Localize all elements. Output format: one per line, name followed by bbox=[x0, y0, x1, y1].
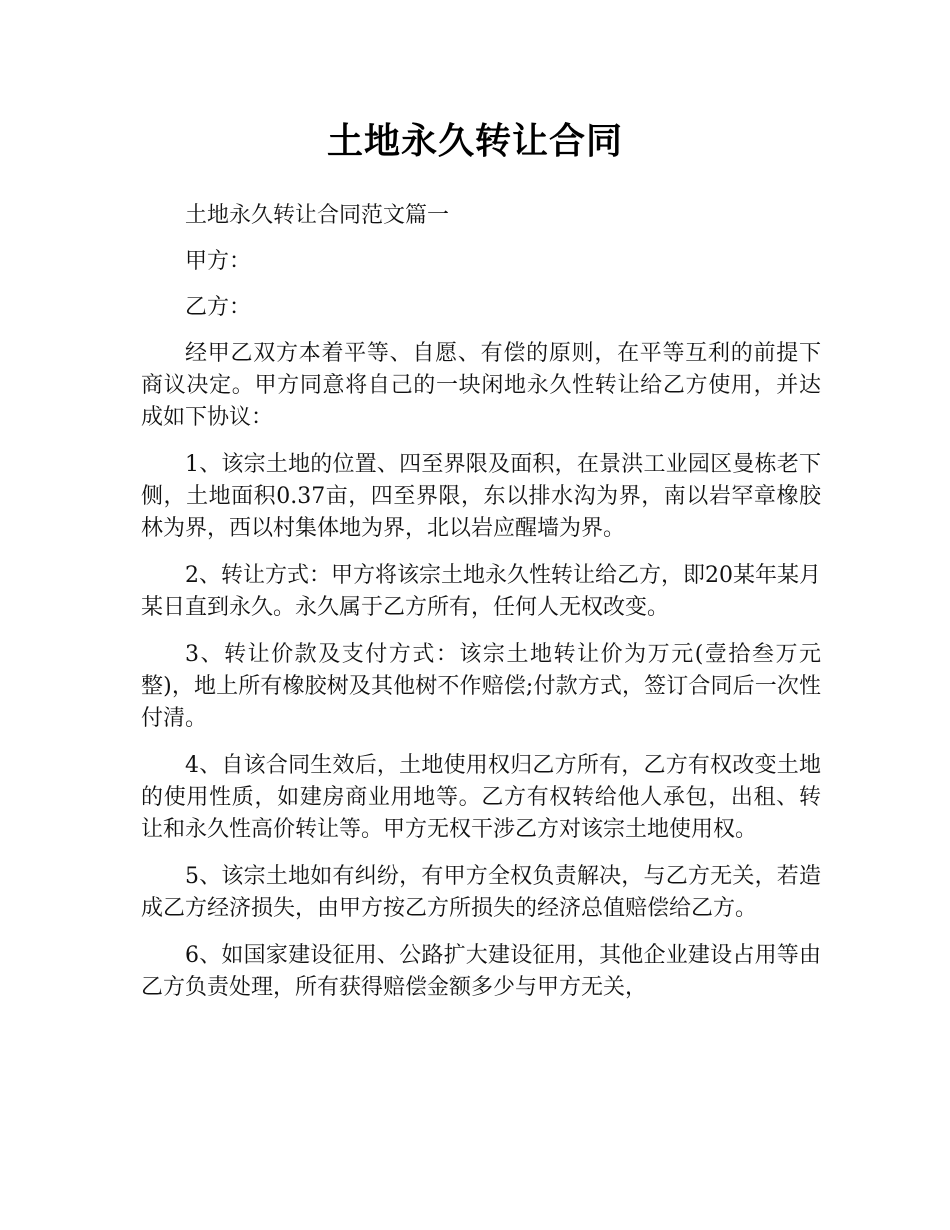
clause-6: 6、如国家建设征用、公路扩大建设征用，其他企业建设占用等由乙方负责处理，所有获得赔偿金额多少与甲方无关， bbox=[141, 943, 821, 1000]
party-a-label: 甲方： bbox=[185, 249, 252, 274]
clause-3: 3、转让价款及支付方式：该宗土地转让价为万元(壹拾叁万元整)，地上所有橡胶树及其他树不作赔偿;付款方式，签订合同后一次性付清。 bbox=[141, 642, 821, 731]
intro-paragraph: 经甲乙双方本着平等、自愿、有偿的原则，在平等互利的前提下商议决定。甲方同意将自己的一块闲地永久性转让给乙方使用，并达成如下协议： bbox=[141, 341, 821, 430]
party-b-label: 乙方： bbox=[185, 295, 252, 320]
clause-2: 2、转让方式：甲方将该宗土地永久性转让给乙方，即20某年某月某日直到永久。永久属于乙方所有，任何人无权改变。 bbox=[141, 563, 821, 620]
clause-1: 1、该宗土地的位置、四至界限及面积，在景洪工业园区曼栋老下侧，土地面积0.37亩，四至界限，东以排水沟为界，南以岩罕章橡胶林为界，西以村集体地为界，北以岩应醒墙为界。 bbox=[141, 452, 821, 541]
clause-4: 4、自该合同生效后，土地使用权归乙方所有，乙方有权改变土地的使用性质，如建房商业用地等。乙方有权转给他人承包，出租、转让和永久性高价转让等。甲方无权干涉乙方对该宗土地使用权。 bbox=[141, 753, 821, 842]
document-subtitle: 土地永久转让合同范文篇一 bbox=[185, 203, 450, 228]
document-title: 土地永久转让合同 bbox=[326, 121, 623, 162]
clause-5: 5、该宗土地如有纠纷，有甲方全权负责解决，与乙方无关，若造成乙方经济损失，由甲方按乙方所损失的经济总值赔偿给乙方。 bbox=[141, 864, 821, 921]
document-body bbox=[141, 200, 821, 1019]
